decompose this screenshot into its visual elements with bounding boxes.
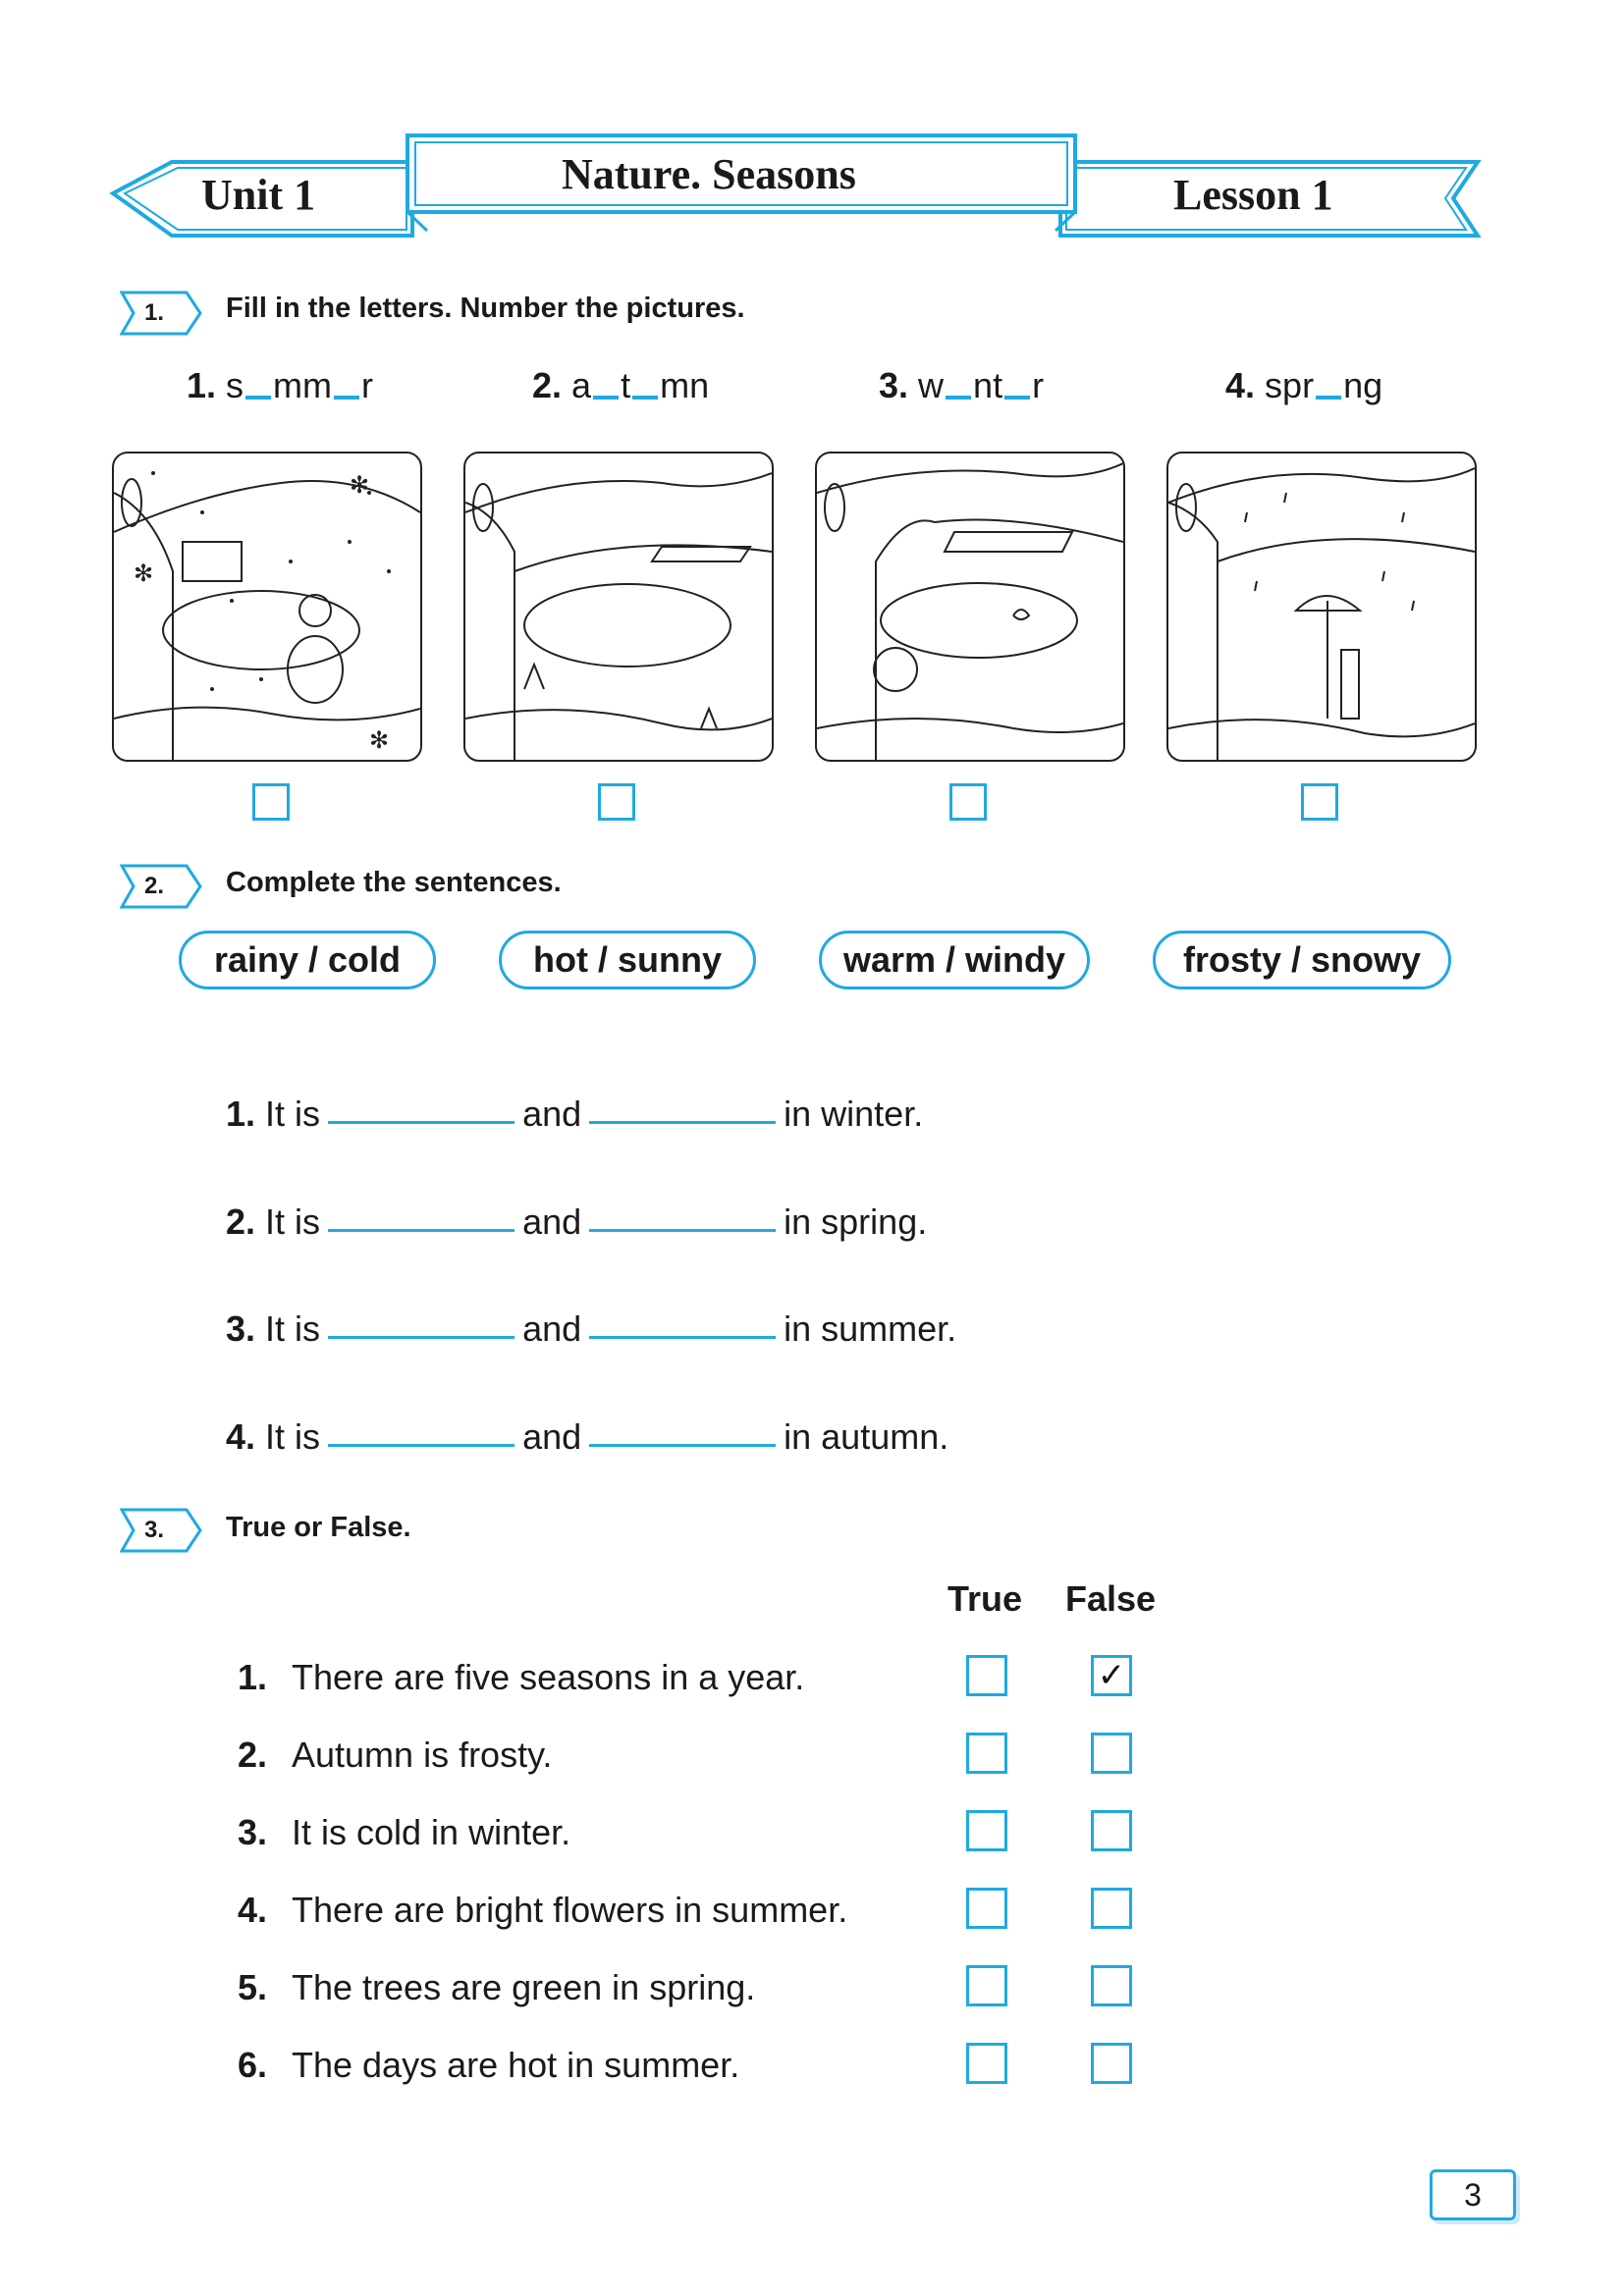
false-checkbox-4[interactable] xyxy=(1091,1888,1132,1929)
answer-blank[interactable] xyxy=(589,1121,776,1124)
false-checkbox-5[interactable] xyxy=(1091,1965,1132,2006)
word-2: 2. a t mn xyxy=(532,365,710,405)
false-checkbox-2[interactable] xyxy=(1091,1733,1132,1774)
sentence-4: 4. It is and in autumn. xyxy=(226,1416,949,1457)
task3-number-badge xyxy=(120,1508,179,1547)
svg-text:✻: ✻ xyxy=(350,472,370,499)
word-1: 1. s mm r xyxy=(187,365,374,405)
svg-text:✻: ✻ xyxy=(369,727,390,754)
word-3: 3. w nt r xyxy=(879,365,1045,405)
true-checkbox-1[interactable] xyxy=(966,1655,1007,1696)
answer-blank[interactable] xyxy=(589,1444,776,1447)
picture-number-box-4[interactable] xyxy=(1301,783,1338,821)
sentence-3: 3. It is and in summer. xyxy=(226,1308,957,1349)
answer-blank[interactable] xyxy=(328,1444,514,1447)
word-option-3: warm / windy xyxy=(819,931,1090,989)
lesson-label: Lesson 1 xyxy=(1173,171,1333,219)
answer-blank[interactable] xyxy=(589,1229,776,1232)
svg-text:✻: ✻ xyxy=(134,561,154,587)
spring-picture xyxy=(1166,452,1477,762)
picture-number-box-3[interactable] xyxy=(949,783,987,821)
answer-blank[interactable] xyxy=(328,1336,514,1339)
summer-picture xyxy=(815,452,1125,762)
letter-gap[interactable] xyxy=(1004,396,1030,400)
word-option-4: frosty / snowy xyxy=(1153,931,1451,989)
winter-scene-icon xyxy=(114,454,420,760)
true-checkbox-4[interactable] xyxy=(966,1888,1007,1929)
task2-instruction: Complete the sentences. xyxy=(226,867,562,898)
statement-4: 4. There are bright flowers in summer. xyxy=(238,1890,848,1930)
picture-number-box-1[interactable] xyxy=(252,783,290,821)
unit-label: Unit 1 xyxy=(201,171,316,219)
statement-1: 1. There are five seasons in a year. xyxy=(238,1657,805,1697)
word-4: 4. spr ng xyxy=(1225,365,1383,405)
true-checkbox-5[interactable] xyxy=(966,1965,1007,2006)
answer-blank[interactable] xyxy=(589,1336,776,1339)
letter-gap[interactable] xyxy=(632,396,658,400)
task2-number: 2. xyxy=(143,873,164,899)
winter-picture xyxy=(112,452,422,762)
page-number: 3 xyxy=(1430,2169,1516,2220)
false-checkbox-3[interactable] xyxy=(1091,1810,1132,1851)
task1-number: 1. xyxy=(143,299,164,326)
task2-number-badge xyxy=(120,864,179,903)
sentence-2: 2. It is and in spring. xyxy=(226,1201,928,1242)
autumn-picture xyxy=(463,452,774,762)
task3-instruction: True or False. xyxy=(226,1512,411,1543)
false-checkbox-1[interactable]: ✓ xyxy=(1091,1655,1132,1696)
task3-number: 3. xyxy=(143,1517,164,1543)
sentence-1: 1. It is and in winter. xyxy=(226,1094,924,1134)
false-checkbox-6[interactable] xyxy=(1091,2043,1132,2084)
spring-scene-icon xyxy=(1168,454,1475,760)
task1-instruction: Fill in the letters. Number the pictures. xyxy=(226,293,745,324)
letter-gap[interactable] xyxy=(245,396,271,400)
word-option-1: rainy / cold xyxy=(179,931,436,989)
summer-scene-icon xyxy=(817,454,1123,760)
letter-gap[interactable] xyxy=(334,396,359,400)
true-column-header: True xyxy=(947,1578,1023,1619)
statement-3: 3. It is cold in winter. xyxy=(238,1812,571,1852)
word-option-2: hot / sunny xyxy=(499,931,756,989)
answer-blank[interactable] xyxy=(328,1229,514,1232)
false-column-header: False xyxy=(1065,1578,1157,1619)
letter-gap[interactable] xyxy=(946,396,971,400)
letter-gap[interactable] xyxy=(1316,396,1341,400)
statement-6: 6. The days are hot in summer. xyxy=(238,2045,740,2085)
task1-number-badge xyxy=(120,291,179,330)
answer-blank[interactable] xyxy=(328,1121,514,1124)
true-checkbox-6[interactable] xyxy=(966,2043,1007,2084)
statement-2: 2. Autumn is frosty. xyxy=(238,1735,553,1775)
true-checkbox-2[interactable] xyxy=(966,1733,1007,1774)
page-title: Nature. Seasons xyxy=(562,150,856,198)
picture-number-box-2[interactable] xyxy=(598,783,635,821)
true-checkbox-3[interactable] xyxy=(966,1810,1007,1851)
statement-5: 5. The trees are green in spring. xyxy=(238,1967,756,2007)
autumn-scene-icon xyxy=(465,454,772,760)
letter-gap[interactable] xyxy=(593,396,619,400)
